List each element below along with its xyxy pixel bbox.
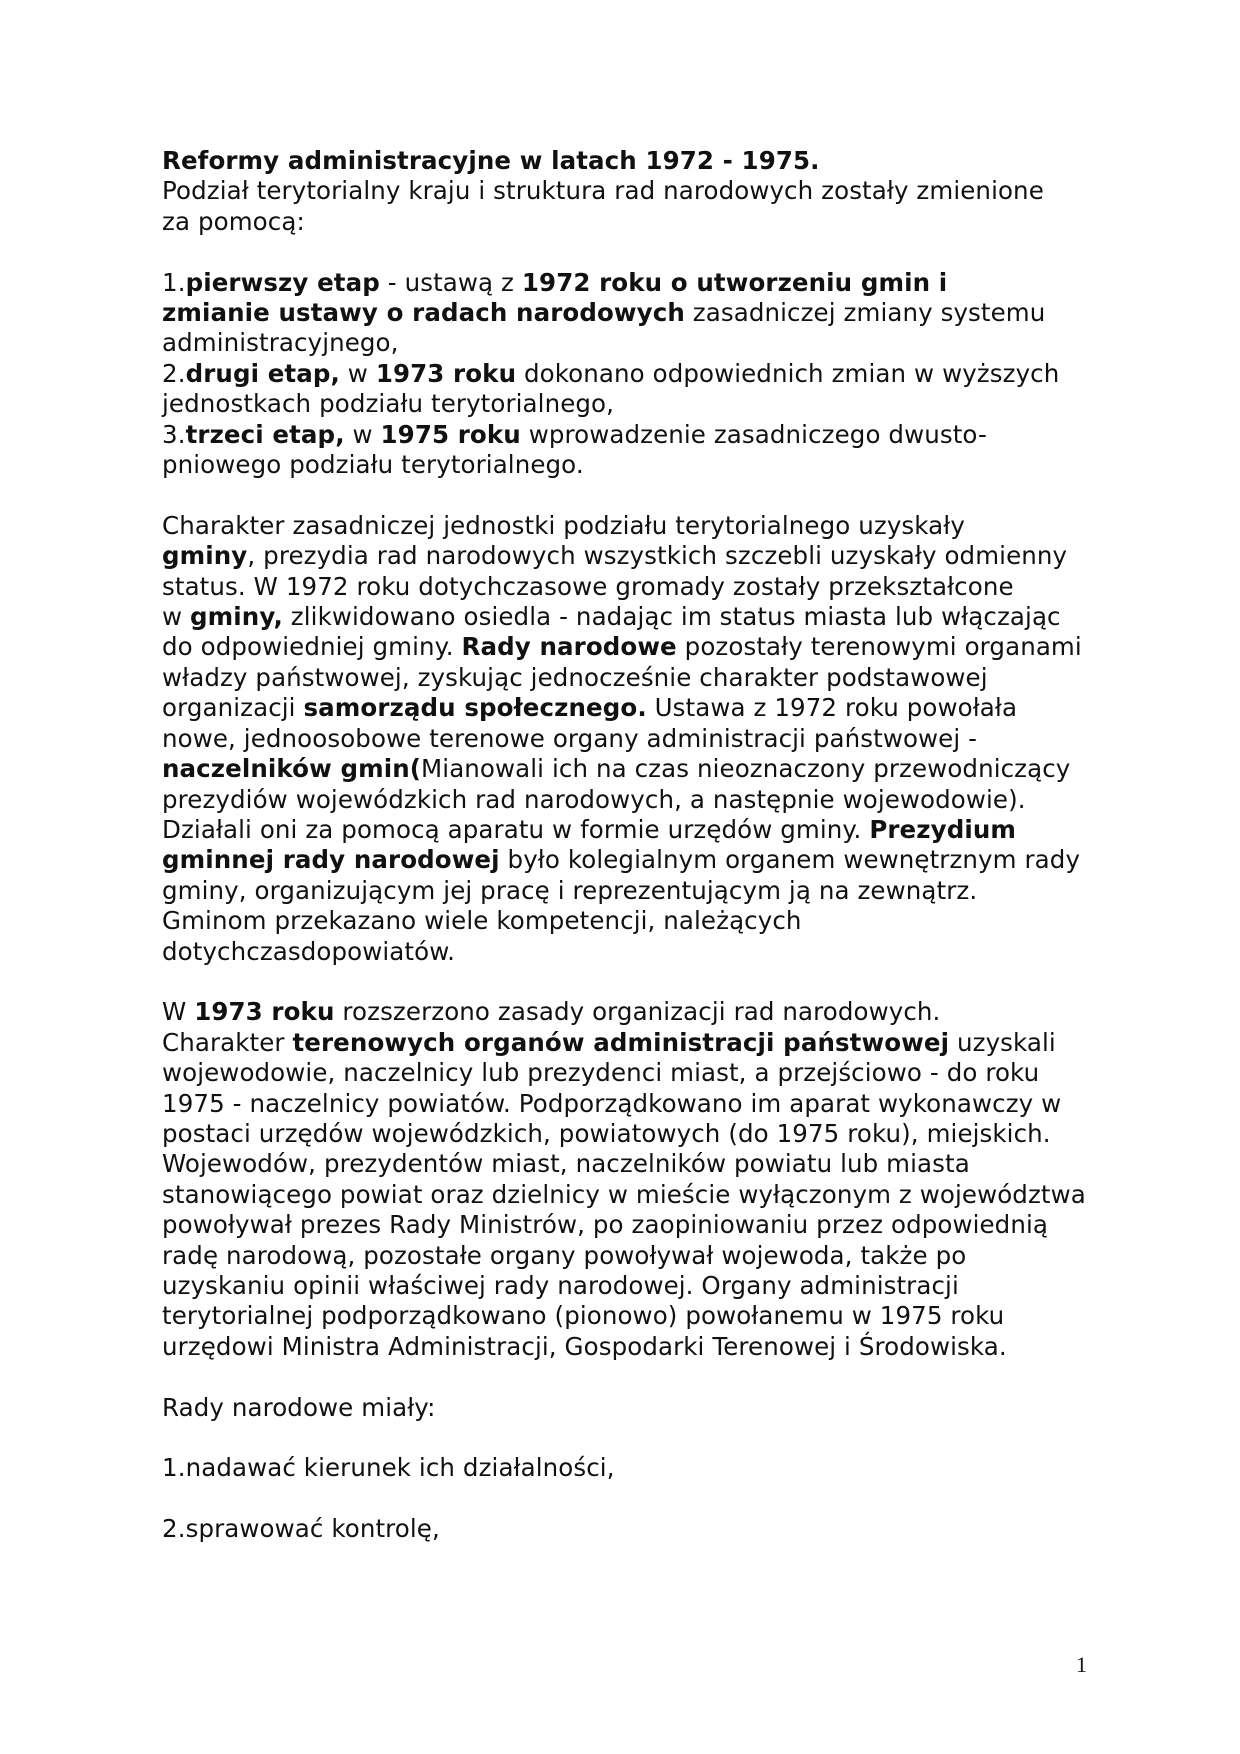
bold-text-run: naczelników gmin( <box>162 754 422 784</box>
text-run: postaci urzędów wojewódzkich, powiatowych (do 1975 roku), miejskich. <box>162 1118 1051 1148</box>
document-body <box>162 146 1097 1545</box>
bold-text-run: 1973 roku <box>375 358 517 388</box>
bold-text-run: Prezydium <box>869 814 1017 844</box>
text-run: Charakter zasadniczej jednostki podziału terytorialnego uzyskały <box>162 510 965 540</box>
paragraph-spacer <box>162 237 1097 267</box>
text-run: prezydiów wojewódzkich rad narodowych, a następnie wojewodowie). <box>162 784 1026 814</box>
text-run: powoływał prezes Rady Ministrów, po zaopiniowaniu przez odpowiednią <box>162 1210 1048 1240</box>
bold-text-run: 1975 roku <box>380 419 521 449</box>
text-run: w <box>344 419 381 449</box>
bold-text-run: 1973 roku <box>194 997 335 1027</box>
text-run: Ustawa z 1972 roku powołała <box>646 693 1018 723</box>
bold-text-run: trzeci etap, <box>185 419 345 449</box>
text-run: Mianowali ich na czas nieoznaczony przewodniczący <box>421 754 1071 784</box>
paragraph-spacer <box>162 480 1097 510</box>
text-run: administracyjnego, <box>162 328 399 358</box>
text-run: 2.sprawować kontrolę, <box>162 1514 440 1544</box>
text-run: za pomocą: <box>162 206 305 236</box>
text-run: zasadniczej zmiany systemu <box>684 298 1046 328</box>
bold-text-run: terenowych organów administracji państwowej <box>292 1027 950 1057</box>
text-run: W <box>162 997 195 1027</box>
text-run: uzyskali <box>949 1027 1056 1057</box>
paragraph-spacer <box>162 1484 1097 1514</box>
text-run: Charakter <box>162 1027 293 1057</box>
text-run: Wojewodów, prezydentów miast, naczelników powiatu lub miasta <box>162 1149 970 1179</box>
text-run: jednostkach podziału terytorialnego, <box>162 389 615 419</box>
text-run: 1. <box>162 267 186 297</box>
paragraph-item2 <box>162 1514 1097 1544</box>
text-run: rozszerzono zasady organizacji rad narodowych. <box>334 997 941 1027</box>
text-run: do odpowiedniej gminy. <box>162 632 462 662</box>
text-run: dokonano odpowiednich zmian w wyższych <box>516 358 1060 388</box>
text-run: 2. <box>162 358 186 388</box>
paragraph-stages <box>162 268 1097 481</box>
text-run: gminy, organizującym jej pracę i reprezentującym ją na zewnątrz. <box>162 875 978 905</box>
bold-text-run: gminy, <box>190 602 283 632</box>
paragraph-spacer <box>162 1423 1097 1453</box>
text-run: 1975 - naczelnicy powiatów. Podporządkowano im aparat wykonawczy w <box>162 1088 1062 1118</box>
text-run: zlikwidowano osiedla - nadając im status miasta lub włączając <box>282 602 1061 632</box>
paragraph-item1 <box>162 1453 1097 1483</box>
text-run: stanowiącego powiat oraz dzielnicy w mieście wyłączonym z województwa <box>162 1179 1086 1209</box>
text-run: Podział terytorialny kraju i struktura rad narodowych zostały zmienione <box>162 176 1044 206</box>
text-run: Rady narodowe miały: <box>162 1392 436 1422</box>
text-run: w <box>339 358 376 388</box>
paragraph-spacer <box>162 967 1097 997</box>
text-run: wojewodowie, naczelnicy lub prezydenci miast, a przejściowo - do roku <box>162 1058 1040 1088</box>
text-run: urzędowi Ministra Administracji, Gospodarki Terenowej i Środowiska. <box>162 1331 1007 1361</box>
text-run: dotychczasdopowiatów. <box>162 936 455 966</box>
text-run: Działali oni za pomocą aparatu w formie urzędów gminy. <box>162 814 870 844</box>
text-run: władzy państwowej, zyskując jednocześnie charakter podstawowej <box>162 662 988 692</box>
bold-text-run: pierwszy etap <box>185 267 380 297</box>
text-run: pniowego podziału terytorialnego. <box>162 450 584 480</box>
text-run: terytorialnej podporządkowano (pionowo) powołanemu w 1975 roku <box>162 1301 1005 1331</box>
text-run: , prezydia rad narodowych wszystkich szczebli uzyskały odmienny <box>247 541 1068 571</box>
paragraph-heading <box>162 146 1097 237</box>
bold-text-run: Reformy administracyjne w latach 1972 - 1975. <box>162 146 820 175</box>
paragraph-spacer <box>162 1362 1097 1392</box>
bold-text-run: gminy <box>162 541 248 571</box>
text-run: 1.nadawać kierunek ich działalności, <box>162 1453 615 1483</box>
text-run: 3. <box>162 419 186 449</box>
text-run: - ustawą z <box>379 267 522 297</box>
text-run: w <box>162 602 191 632</box>
bold-text-run: Rady narodowe <box>461 632 677 662</box>
text-run: uzyskaniu opinii właściwej rady narodowej. Organy administracji <box>162 1270 959 1300</box>
paragraph-councils <box>162 1393 1097 1423</box>
text-run: pozostały terenowymi organami <box>676 632 1082 662</box>
text-run: status. W 1972 roku dotychczasowe gromady zostały przekształcone <box>162 571 1014 601</box>
text-run: nowe, jednoosobowe terenowe organy administracji państwowej - <box>162 723 978 753</box>
bold-text-run: 1972 roku o utworzeniu gmin i <box>521 267 948 297</box>
bold-text-run: drugi etap, <box>185 358 340 388</box>
page-number: 1 <box>1076 1652 1087 1677</box>
bold-text-run: gminnej rady narodowej <box>162 845 500 875</box>
bold-text-run: samorządu społecznego. <box>303 693 647 723</box>
text-run: radę narodową, pozostałe organy powoływał wojewoda, także po <box>162 1240 967 1270</box>
paragraph-year1973 <box>162 997 1097 1362</box>
text-run: wprowadzenie zasadniczego dwusto- <box>520 419 987 449</box>
bold-text-run: zmianie ustawy o radach narodowych <box>162 298 685 328</box>
text-run: Gminom przekazano wiele kompetencji, należących <box>162 906 802 936</box>
paragraph-character <box>162 511 1097 967</box>
text-run: było kolegialnym organem wewnętrznym rady <box>499 845 1081 875</box>
text-run: organizacji <box>162 693 304 723</box>
